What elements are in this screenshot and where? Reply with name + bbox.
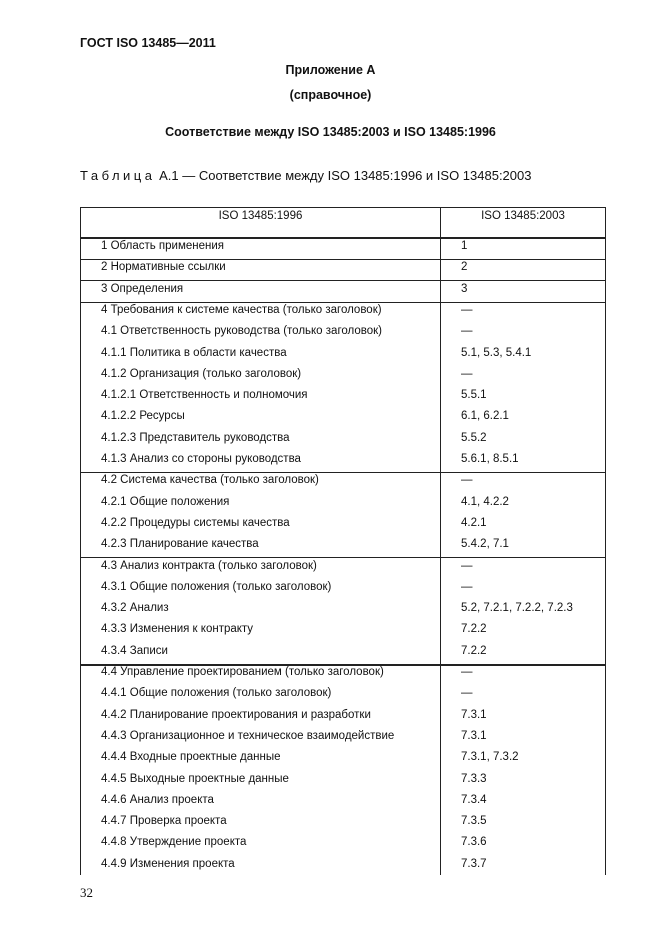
annex-heading: Соответствие между ISO 13485:2003 и ISO 13485:1996 [165, 125, 496, 139]
clause-iso-1996: 2 Нормативные ссылки [101, 261, 226, 273]
clause-iso-2003: 4.1, 4.2.2 [461, 496, 509, 508]
clause-iso-2003: 7.3.1 [461, 730, 487, 742]
table-rule [81, 557, 605, 558]
clause-iso-1996: 4.1.2.2 Ресурсы [101, 410, 185, 422]
document-standard-id: ГОСТ ISO 13485—2011 [80, 36, 216, 50]
column-divider [440, 208, 441, 875]
clause-iso-2003: 7.3.1 [461, 709, 487, 721]
clause-iso-1996: 4.4.4 Входные проектные данные [101, 751, 281, 763]
clause-iso-2003: — [461, 325, 473, 337]
table-rule [81, 259, 605, 260]
clause-iso-1996: 4.3.2 Анализ [101, 602, 169, 614]
clause-iso-1996: 4.2.1 Общие положения [101, 496, 230, 508]
clause-iso-2003: 7.3.7 [461, 858, 487, 870]
table-rule [81, 237, 605, 239]
clause-iso-1996: 4.3 Анализ контракта (только заголовок) [101, 560, 317, 572]
clause-iso-2003: 7.2.2 [461, 623, 487, 635]
table-rule [81, 302, 605, 303]
clause-iso-1996: 4 Требования к системе качества (только заголовок) [101, 304, 382, 316]
clause-iso-1996: 4.4.9 Изменения проекта [101, 858, 235, 870]
table-caption-text: А.1 — Соответствие между ISO 13485:1996 и ISO 13485:2003 [159, 168, 532, 183]
clause-iso-1996: 4.4 Управление проектированием (только заголовок) [101, 666, 384, 678]
clause-iso-1996: 4.1.2 Организация (только заголовок) [101, 368, 302, 380]
clause-iso-1996: 4.2.2 Процедуры системы качества [101, 517, 290, 529]
clause-iso-1996: 4.4.7 Проверка проекта [101, 815, 227, 827]
clause-iso-1996: 4.2.3 Планирование качества [101, 538, 259, 550]
clause-iso-2003: — [461, 368, 473, 380]
clause-iso-2003: 7.3.3 [461, 773, 487, 785]
clause-iso-2003: 2 [461, 261, 468, 273]
clause-iso-1996: 3 Определения [101, 283, 184, 295]
table-caption-word: Таблица [80, 168, 156, 183]
clause-iso-1996: 4.1.1 Политика в области качества [101, 347, 287, 359]
table-rule [81, 280, 605, 281]
clause-iso-2003: — [461, 687, 473, 699]
clause-iso-1996: 4.2 Система качества (только заголовок) [101, 474, 319, 486]
clause-iso-1996: 4.1.2.1 Ответственность и полномочия [101, 389, 308, 401]
clause-iso-2003: 3 [461, 283, 468, 295]
clause-iso-2003: 5.6.1, 8.5.1 [461, 453, 519, 465]
clause-iso-1996: 4.3.3 Изменения к контракту [101, 623, 254, 635]
clause-iso-1996: 4.3.4 Записи [101, 645, 168, 657]
clause-iso-2003: 5.2, 7.2.1, 7.2.2, 7.2.3 [461, 602, 573, 614]
clause-iso-1996: 4.1.2.3 Представитель руководства [101, 432, 290, 444]
column-header-iso-2003: ISO 13485:2003 [481, 210, 565, 222]
clause-iso-2003: 7.2.2 [461, 645, 487, 657]
page-number: 32 [80, 885, 93, 900]
annex-kind: (справочное) [289, 88, 372, 102]
clause-iso-2003: — [461, 581, 473, 593]
correspondence-table [80, 207, 606, 875]
column-header-iso-1996: ISO 13485:1996 [218, 210, 303, 222]
clause-iso-1996: 1 Область применения [101, 240, 225, 252]
clause-iso-1996: 4.4.2 Планирование проектирования и разработки [101, 709, 371, 721]
clause-iso-2003: — [461, 666, 473, 678]
clause-iso-1996: 4.4.8 Утверждение проекта [101, 836, 247, 848]
clause-iso-1996: 4.4.1 Общие положения (только заголовок) [101, 687, 332, 699]
clause-iso-2003: 7.3.4 [461, 794, 487, 806]
clause-iso-2003: 6.1, 6.2.1 [461, 410, 509, 422]
table-rule [81, 472, 605, 473]
clause-iso-1996: 4.3.1 Общие положения (только заголовок) [101, 581, 332, 593]
clause-iso-2003: 7.3.1, 7.3.2 [461, 751, 519, 763]
clause-iso-2003: 1 [461, 240, 468, 252]
clause-iso-2003: 5.1, 5.3, 5.4.1 [461, 347, 532, 359]
clause-iso-1996: 4.4.6 Анализ проекта [101, 794, 214, 806]
clause-iso-1996: 4.4.3 Организационное и техническое взаимодействие [101, 730, 395, 742]
clause-iso-2003: — [461, 474, 473, 486]
clause-iso-2003: — [461, 304, 473, 316]
clause-iso-1996: 4.4.5 Выходные проектные данные [101, 773, 289, 785]
clause-iso-1996: 4.1 Ответственность руководства (только заголовок) [101, 325, 383, 337]
clause-iso-2003: 5.4.2, 7.1 [461, 538, 509, 550]
table-caption [80, 168, 531, 183]
clause-iso-2003: 5.5.2 [461, 432, 487, 444]
clause-iso-2003: 7.3.5 [461, 815, 487, 827]
clause-iso-2003: — [461, 560, 473, 572]
clause-iso-1996: 4.1.3 Анализ со стороны руководства [101, 453, 301, 465]
clause-iso-2003: 7.3.6 [461, 836, 487, 848]
clause-iso-2003: 5.5.1 [461, 389, 487, 401]
clause-iso-2003: 4.2.1 [461, 517, 487, 529]
annex-title: Приложение А [285, 63, 376, 77]
